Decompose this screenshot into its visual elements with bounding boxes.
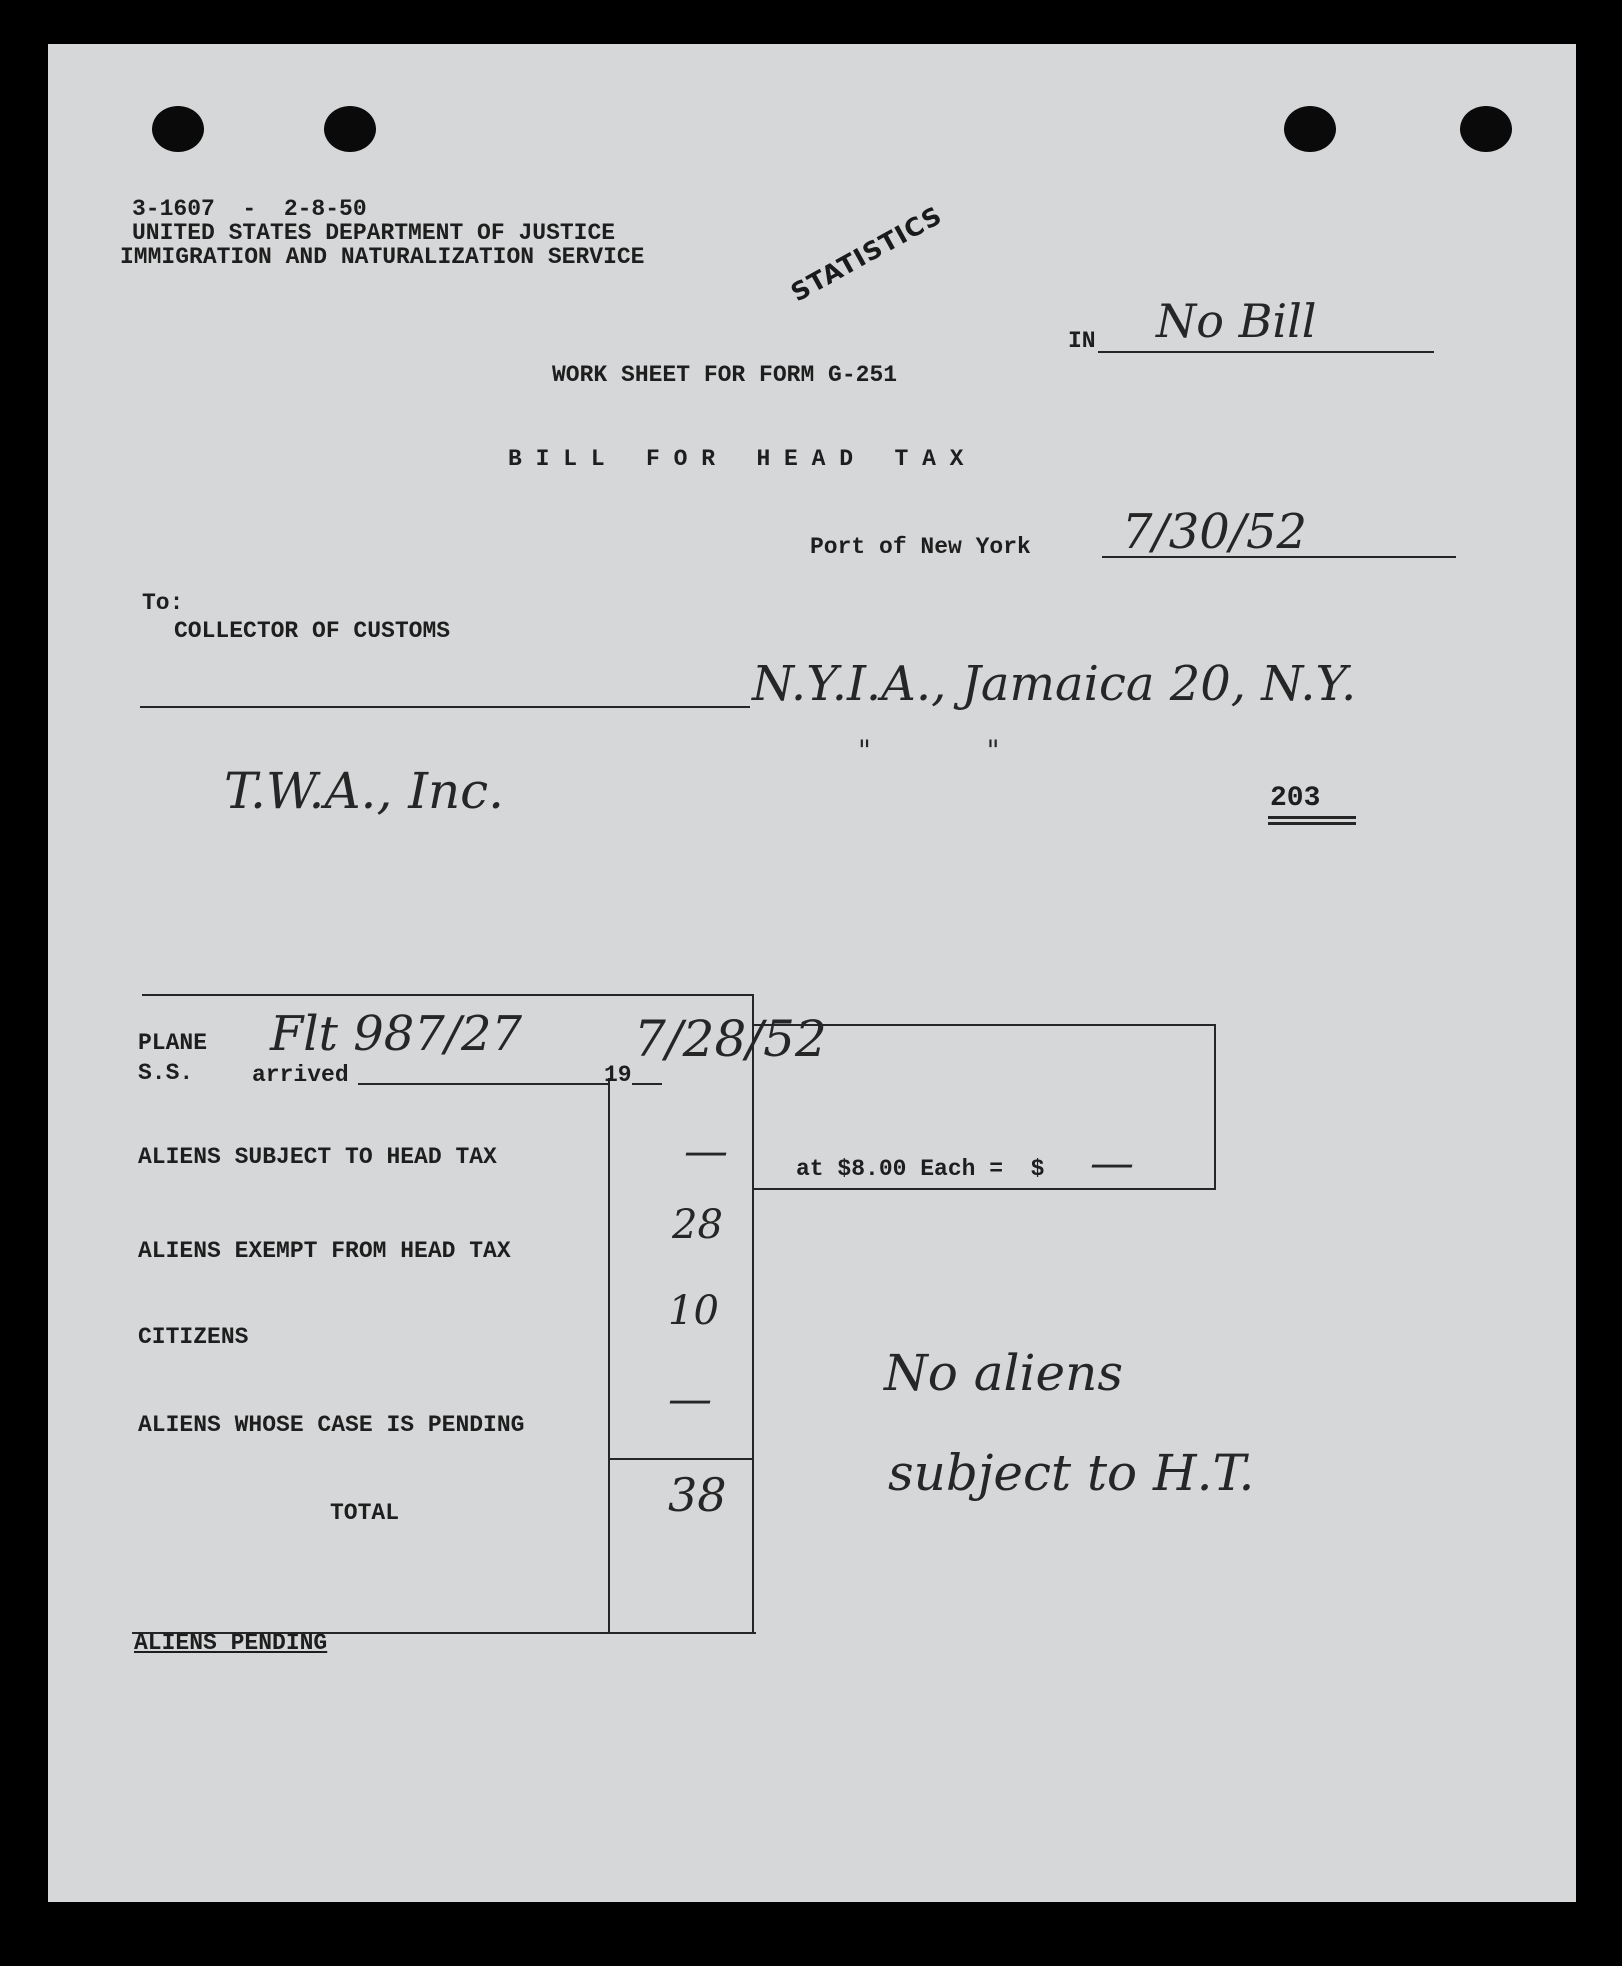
rate-box-right: [1214, 1024, 1216, 1190]
total-label: TOTAL: [330, 1500, 400, 1526]
rate-text: at $8.00 Each = $: [796, 1156, 1045, 1182]
form-top-rule: [142, 994, 754, 996]
note-line-1: No aliens: [884, 1344, 1123, 1402]
ss-label: S.S.: [138, 1060, 194, 1086]
in-label: IN: [1068, 328, 1096, 354]
note-line-2: subject to H.T.: [888, 1444, 1255, 1502]
form-total-rule: [608, 1458, 754, 1460]
year-prefix: 19: [604, 1062, 632, 1088]
row-label-pending: ALIENS WHOSE CASE IS PENDING: [138, 1412, 525, 1438]
department-name: UNITED STATES DEPARTMENT OF JUSTICE: [132, 220, 616, 246]
form-code: 3-1607 - 2-8-50: [132, 196, 367, 222]
service-name: IMMIGRATION AND NATURALIZATION SERVICE: [120, 244, 645, 270]
row-label-exempt: ALIENS EXEMPT FROM HEAD TAX: [138, 1238, 511, 1264]
row-value-subject: —: [684, 1126, 728, 1177]
in-underline: [1098, 351, 1434, 353]
punch-hole-3: [1284, 106, 1336, 152]
punch-hole-1: [152, 106, 204, 152]
collector-label: COLLECTOR OF CUSTOMS: [174, 618, 451, 644]
row-label-subject: ALIENS SUBJECT TO HEAD TAX: [138, 1144, 497, 1170]
aliens-pending-label: ALIENS PENDING: [134, 1630, 328, 1656]
statistics-stamp: STATISTICS: [786, 200, 948, 308]
carrier-handwritten: T.W.A., Inc.: [224, 762, 505, 820]
bill-title: B I L L F O R H E A D T A X: [508, 446, 964, 472]
worksheet-title: WORK SHEET FOR FORM G-251: [552, 362, 898, 388]
row-value-exempt: 28: [672, 1202, 723, 1248]
form-inner-rule: [608, 1078, 610, 1632]
bill-number-underline-1: [1268, 816, 1356, 819]
punch-hole-4: [1460, 106, 1512, 152]
rate-box-bottom: [754, 1188, 1216, 1190]
row-value-pending: —: [668, 1374, 712, 1425]
ditto-marks: " ": [858, 734, 1000, 767]
row-value-citizens: 10: [668, 1288, 719, 1334]
to-label: To:: [142, 590, 184, 616]
port-date-handwritten: 7/30/52: [1122, 504, 1308, 560]
bill-number: 203: [1270, 783, 1321, 814]
arrived-label: arrived: [252, 1062, 349, 1088]
flight-handwritten: Flt 987/27: [270, 1006, 523, 1062]
total-value: 38: [668, 1468, 727, 1522]
in-handwritten: No Bill: [1156, 294, 1317, 348]
arrival-date-handwritten: 7/28/52: [634, 1010, 827, 1068]
row-label-citizens: CITIZENS: [138, 1324, 249, 1350]
port-label: Port of New York: [810, 534, 1031, 560]
document-page: [48, 44, 1576, 1902]
plane-label: PLANE: [138, 1030, 208, 1056]
bill-number-underline-2: [1268, 822, 1356, 825]
year-underline: [632, 1083, 662, 1085]
arrived-underline: [358, 1083, 608, 1085]
collector-underline: [140, 706, 750, 708]
punch-hole-2: [324, 106, 376, 152]
form-right-rule: [752, 994, 754, 1632]
rate-amount: —: [1090, 1138, 1134, 1189]
collector-location-handwritten: N.Y.I.A., Jamaica 20, N.Y.: [752, 656, 1357, 712]
